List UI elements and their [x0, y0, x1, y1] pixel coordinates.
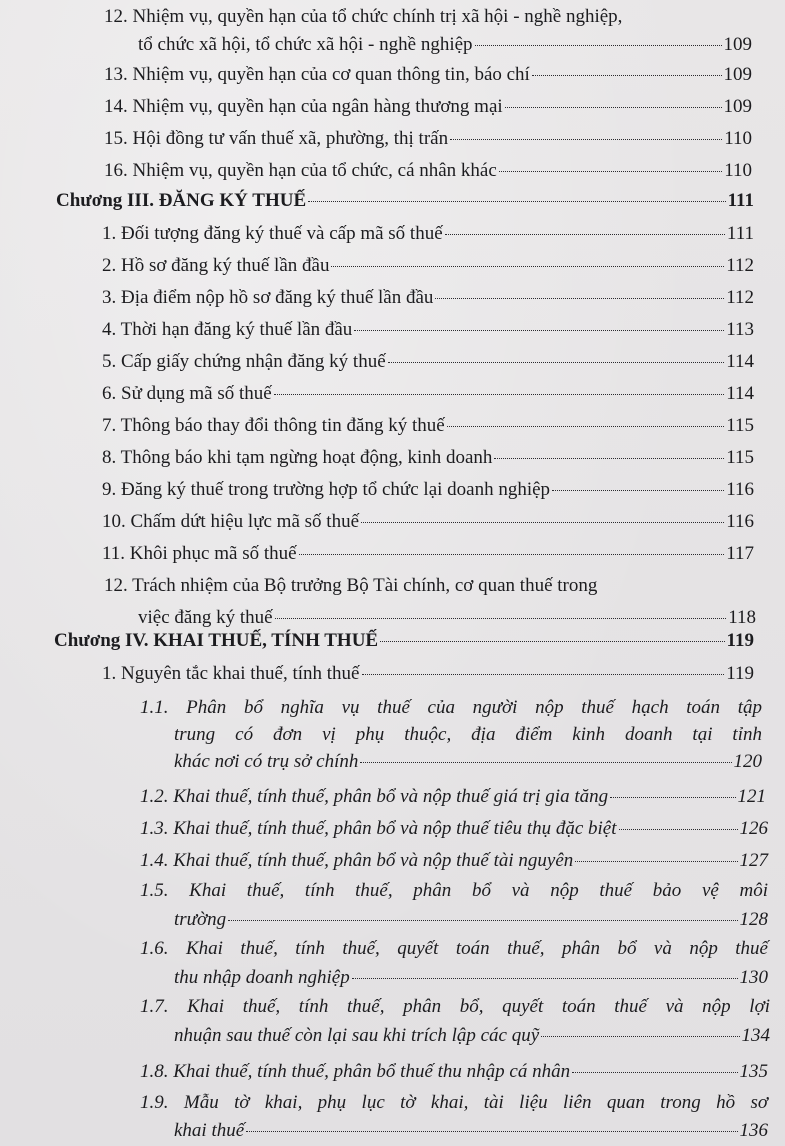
toc-page-number: 112: [726, 255, 754, 276]
toc-entry-14-bank: [104, 96, 752, 118]
toc-subentry-1-7: [140, 996, 770, 1047]
toc-entry-line: 1.1. Phân bổ nghĩa vụ thuế của người nộp thuế hạch toán tập: [140, 697, 762, 718]
toc-page-number: 110: [724, 128, 752, 149]
toc-page-number: 115: [726, 447, 754, 468]
toc-page-number: 114: [726, 383, 754, 404]
dot-leader: [575, 861, 737, 862]
toc-page-number: 119: [726, 663, 754, 684]
toc-subentry-1-5: [140, 880, 768, 931]
dot-leader: [445, 234, 725, 235]
toc-entry-title: 1.3. Khai thuế, tính thuế, phân bổ và nộp thuế tiêu thụ đặc biệt: [140, 818, 617, 839]
dot-leader: [475, 45, 722, 46]
toc-entry-line: 1.6. Khai thuế, tính thuế, quyết toán thuế, phân bổ và nộp thuế: [140, 938, 768, 959]
toc-page-number: 117: [726, 543, 754, 564]
toc-entry-title: 16. Nhiệm vụ, quyền hạn của tổ chức, cá nhân khác: [104, 160, 497, 181]
toc-entry-title: 1. Đối tượng đăng ký thuế và cấp mã số thuế: [102, 223, 443, 244]
dot-leader: [572, 1072, 737, 1073]
toc-entry-title: 13. Nhiệm vụ, quyền hạn của cơ quan thông tin, báo chí: [104, 64, 530, 85]
toc-entry-3-9: [102, 479, 754, 501]
toc-page-number: 111: [726, 223, 754, 244]
toc-entry-3-10: [102, 511, 754, 533]
toc-subentry-1-1: [140, 697, 762, 773]
toc-page-number: 130: [739, 967, 768, 988]
toc-entry-line: trung có đơn vị phụ thuộc, địa điểm kinh doanh tại tỉnh: [174, 724, 762, 745]
toc-entry-title: 11. Khôi phục mã số thuế: [102, 543, 297, 564]
dot-leader: [541, 1036, 739, 1037]
toc-entry-line: 12. Nhiệm vụ, quyền hạn của tổ chức chính trị xã hội - nghề nghiệp,: [104, 6, 623, 27]
toc-page-number: 135: [739, 1061, 768, 1082]
toc-page-number: 109: [723, 64, 752, 85]
toc-page-number: 116: [726, 511, 754, 532]
toc-entry-15-council: [104, 128, 752, 150]
toc-entry-row: [138, 607, 756, 629]
toc-entry-title: 6. Sử dụng mã số thuế: [102, 383, 272, 404]
toc-entry-row: [174, 909, 768, 931]
toc-entry-title: nhuận sau thuế còn lại sau khi trích lập các quỹ: [174, 1025, 540, 1046]
toc-entry-3-8: [102, 447, 754, 469]
toc-entry-title: khai thuế: [174, 1120, 245, 1141]
toc-entry-title: 1.2. Khai thuế, tính thuế, phân bổ và nộp thuế giá trị gia tăng: [140, 786, 609, 807]
toc-entry-title: 1. Nguyên tắc khai thuế, tính thuế: [102, 663, 360, 684]
chapter-heading-3: [56, 190, 754, 212]
toc-page-number: 136: [739, 1120, 768, 1141]
dot-leader: [354, 330, 724, 331]
dot-leader: [352, 978, 738, 979]
toc-subentry-1-3: [140, 818, 768, 840]
dot-leader: [552, 490, 724, 491]
toc-entry-title: 8. Thông báo khi tạm ngừng hoạt động, kinh doanh: [102, 447, 493, 468]
toc-entry-3-1: [102, 223, 754, 245]
chapter-heading-4: [54, 630, 754, 652]
toc-entry-title: 1.4. Khai thuế, tính thuế, phân bổ và nộp thuế tài nguyên: [140, 850, 574, 871]
toc-entry-title: 1.8. Khai thuế, tính thuế, phân bổ thuế thu nhập cá nhân: [140, 1061, 571, 1082]
dot-leader: [447, 426, 725, 427]
dot-leader: [499, 171, 722, 172]
toc-entry-3-6: [102, 383, 754, 405]
toc-entry-row: [174, 1025, 770, 1047]
toc-page-number: 115: [726, 415, 754, 436]
toc-page-number: 119: [726, 630, 754, 651]
dot-leader: [505, 107, 722, 108]
dot-leader: [275, 618, 727, 619]
toc-entry-3-11: [102, 543, 754, 565]
toc-entry-title: 5. Cấp giấy chứng nhận đăng ký thuế: [102, 351, 386, 372]
dot-leader: [610, 797, 735, 798]
toc-page-number: 118: [728, 607, 756, 628]
toc-page-number: 121: [737, 786, 766, 807]
toc-entry-4-1: [102, 663, 754, 685]
toc-entry-3-2: [102, 255, 754, 277]
toc-subentry-1-2: [140, 786, 766, 808]
dot-leader: [435, 298, 724, 299]
toc-page-number: 110: [724, 160, 752, 181]
dot-leader: [450, 139, 722, 140]
toc-subentry-1-4: [140, 850, 768, 872]
toc-entry-row: [174, 1120, 768, 1142]
toc-entry-row: [138, 34, 752, 56]
toc-entry-title: khác nơi có trụ sở chính: [174, 751, 359, 772]
toc-entry-13-press: [104, 64, 752, 86]
toc-entry-title: 4. Thời hạn đăng ký thuế lần đầu: [102, 319, 353, 340]
dot-leader: [246, 1131, 737, 1132]
toc-entry-3-4: [102, 319, 754, 341]
toc-entry-3-7: [102, 415, 754, 437]
toc-entry-3-5: [102, 351, 754, 373]
chapter-title: Chương III. ĐĂNG KÝ THUẾ: [56, 190, 307, 211]
dot-leader: [619, 829, 738, 830]
toc-entry-title: 10. Chấm dứt hiệu lực mã số thuế: [102, 511, 360, 532]
toc-entry-title: 3. Địa điểm nộp hồ sơ đăng ký thuế lần đầu: [102, 287, 434, 308]
toc-entry-3-12: [104, 575, 756, 629]
dot-leader: [362, 674, 725, 675]
toc-subentry-1-6: [140, 938, 768, 989]
toc-entry-title: tổ chức xã hội, tổ chức xã hội - nghề nghiệp: [138, 34, 473, 55]
dot-leader: [274, 394, 725, 395]
toc-page-number: 109: [723, 96, 752, 117]
dot-leader: [494, 458, 724, 459]
toc-entry-title: 14. Nhiệm vụ, quyền hạn của ngân hàng thương mại: [104, 96, 503, 117]
toc-entry-title: thu nhập doanh nghiệp: [174, 967, 350, 988]
toc-entry-line: 12. Trách nhiệm của Bộ trưởng Bộ Tài chính, cơ quan thuế trong: [104, 575, 598, 596]
chapter-title: Chương IV. KHAI THUẾ, TÍNH THUẾ: [54, 630, 379, 651]
toc-entry-title: trường: [174, 909, 227, 930]
toc-entry-title: 15. Hội đồng tư vấn thuế xã, phường, thị trấn: [104, 128, 449, 149]
toc-entry-row: [174, 751, 762, 773]
toc-page-number: 112: [726, 287, 754, 308]
toc-entry-16-other: [104, 160, 752, 182]
toc-entry-title: 2. Hồ sơ đăng ký thuế lần đầu: [102, 255, 330, 276]
toc-page-number: 113: [726, 319, 754, 340]
toc-page-number: 126: [739, 818, 768, 839]
toc-page-number: 134: [741, 1025, 770, 1046]
toc-subentry-1-9: [140, 1092, 768, 1142]
toc-entry-title: 7. Thông báo thay đổi thông tin đăng ký thuế: [102, 415, 445, 436]
dot-leader: [361, 522, 724, 523]
toc-page-number: 120: [733, 751, 762, 772]
dot-leader: [308, 201, 725, 202]
toc-page-number: 114: [726, 351, 754, 372]
toc-page-number: 127: [739, 850, 768, 871]
toc-entry-line: 1.9. Mẫu tờ khai, phụ lục tờ khai, tài liệu liên quan trong hồ sơ: [140, 1092, 768, 1113]
toc-entry-3-3: [102, 287, 754, 309]
toc-entry-row: [174, 967, 768, 989]
dot-leader: [532, 75, 722, 76]
dot-leader: [360, 762, 731, 763]
toc-entry-line: 1.5. Khai thuế, tính thuế, phân bổ và nộp thuế bảo vệ môi: [140, 880, 768, 901]
toc-page-number: 116: [726, 479, 754, 500]
toc-entry-title: việc đăng ký thuế: [138, 607, 273, 628]
dot-leader: [388, 362, 725, 363]
toc-page-number: 128: [739, 909, 768, 930]
dot-leader: [299, 554, 725, 555]
toc-entry-title: 9. Đăng ký thuế trong trường hợp tổ chức lại doanh nghiệp: [102, 479, 551, 500]
dot-leader: [228, 920, 737, 921]
toc-entry-12-social-organizations: [104, 6, 752, 56]
toc-page-number: 111: [727, 190, 754, 211]
dot-leader: [331, 266, 724, 267]
toc-subentry-1-8: [140, 1061, 768, 1083]
toc-entry-line: 1.7. Khai thuế, tính thuế, phân bổ, quyết toán thuế và nộp lợi: [140, 996, 770, 1017]
dot-leader: [380, 641, 724, 642]
toc-page-number: 109: [723, 34, 752, 55]
